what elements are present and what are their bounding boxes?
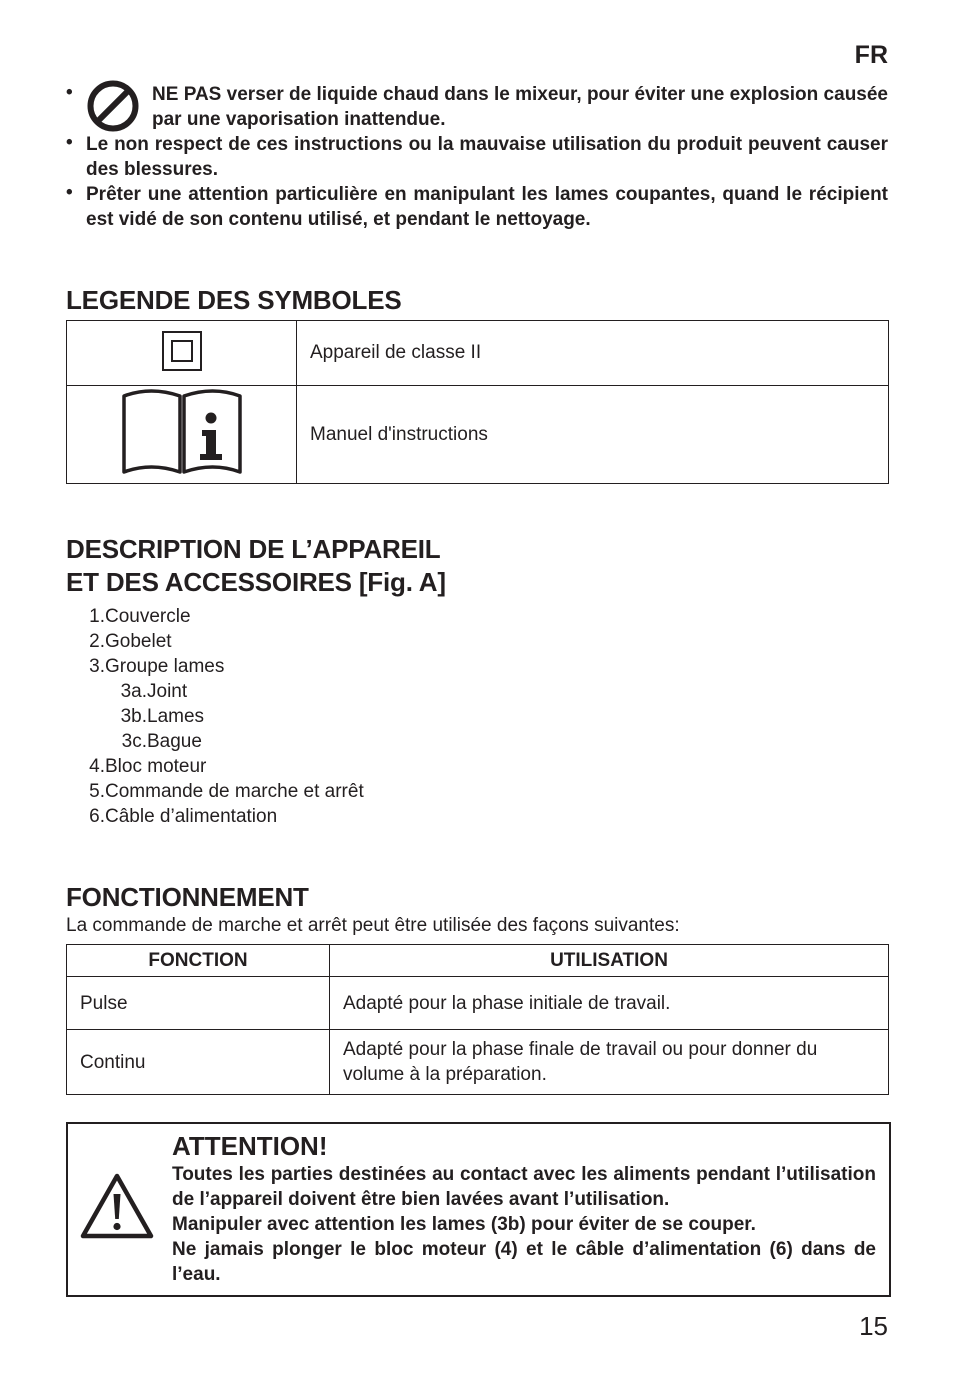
description-title — [66, 533, 446, 599]
list-label: Joint — [147, 681, 188, 702]
attention-line: Manipuler avec attention les lames (3b) pour éviter de se couper. — [172, 1214, 756, 1235]
list-label: Câble d’alimentation — [105, 806, 278, 827]
list-item — [66, 604, 364, 629]
bullet: • — [66, 82, 73, 103]
table-row — [67, 321, 889, 386]
table-row — [67, 977, 889, 1030]
operation-table — [66, 944, 889, 1095]
prohibited-icon — [86, 79, 140, 133]
list-item — [66, 654, 364, 679]
symbol-label: Manuel d'instructions — [297, 386, 889, 484]
table-cell: Adapté pour la phase finale de travail ou pour donner du volume à la préparation. — [330, 1030, 889, 1095]
list-item — [66, 729, 364, 754]
list-num: 6. — [89, 806, 105, 827]
list-num: 2. — [89, 631, 105, 652]
list-item — [66, 779, 364, 804]
table-row — [67, 1030, 889, 1095]
table-cell: Continu — [67, 1030, 330, 1095]
attention-line: Ne jamais plonger le bloc moteur (4) et le câble d’alimentation (6) dans de l’eau. — [172, 1239, 876, 1285]
bullet: • — [66, 182, 73, 203]
table-cell: Adapté pour la phase initiale de travail. — [330, 977, 889, 1030]
list-item — [66, 754, 364, 779]
list-label: Gobelet — [105, 631, 172, 652]
warning-item: NE PAS verser de liquide chaud dans le mixeur, pour éviter une explosion causée par une vaporisation inattendue. — [152, 84, 888, 130]
list-label: Bloc moteur — [105, 756, 207, 777]
attention-line: Toutes les parties destinées au contact avec les aliments pendant l’utilisation de l’appareil doivent être bien lavées avant l’utilisation. — [172, 1164, 876, 1210]
list-label: Lames — [147, 706, 205, 727]
symbols-table — [66, 320, 889, 484]
list-num: 3c. — [121, 731, 147, 752]
warning-triangle-icon — [79, 1172, 155, 1240]
list-label: Commande de marche et arrêt — [105, 781, 364, 802]
parts-list — [66, 604, 364, 829]
list-num: 5. — [89, 781, 105, 802]
list-num: 3a. — [120, 681, 147, 702]
list-label: Bague — [147, 731, 202, 752]
warning-item: Le non respect de ces instructions ou la mauvaise utilisation du produit peuvent causer des blessures. — [86, 134, 888, 180]
symbol-cell — [67, 386, 297, 484]
column-header: FONCTION — [67, 945, 330, 977]
list-item — [66, 804, 364, 829]
warning-item: Prêter une attention particulière en manipulant les lames coupantes, quand le récipient est vidé de son contenu utilisé, et pendant le nettoyage. — [86, 184, 888, 230]
table-row — [67, 386, 889, 484]
symbol-cell — [67, 321, 297, 386]
table-cell: Pulse — [67, 977, 330, 1030]
page-number: 15 — [859, 1311, 888, 1341]
list-item — [66, 679, 364, 704]
column-header: UTILISATION — [330, 945, 889, 977]
bullet: • — [66, 132, 73, 153]
class-ii-icon — [162, 331, 202, 376]
list-item — [66, 629, 364, 654]
attention-box — [66, 1122, 891, 1297]
description-title-line: ET DES ACCESSOIRES [Fig. A] — [66, 567, 446, 597]
operation-title: FONCTIONNEMENT — [66, 882, 309, 912]
list-item — [66, 704, 364, 729]
list-num: 3b. — [120, 706, 147, 727]
language-tag: FR — [854, 41, 888, 69]
attention-title: ATTENTION! — [172, 1131, 328, 1161]
list-num: 1. — [89, 606, 105, 627]
list-num: 3. — [89, 656, 105, 677]
list-label: Couvercle — [105, 606, 191, 627]
attention-text — [172, 1162, 876, 1287]
list-label: Groupe lames — [105, 656, 225, 677]
operation-intro: La commande de marche et arrêt peut être utilisée des façons suivantes: — [66, 915, 680, 936]
list-num: 4. — [89, 756, 105, 777]
symbols-title: LEGENDE DES SYMBOLES — [66, 285, 402, 315]
table-header-row — [67, 945, 889, 977]
instruction-manual-icon — [121, 388, 243, 481]
symbol-label: Appareil de classe II — [297, 321, 889, 386]
description-title-line: DESCRIPTION DE L’APPAREIL — [66, 534, 441, 564]
